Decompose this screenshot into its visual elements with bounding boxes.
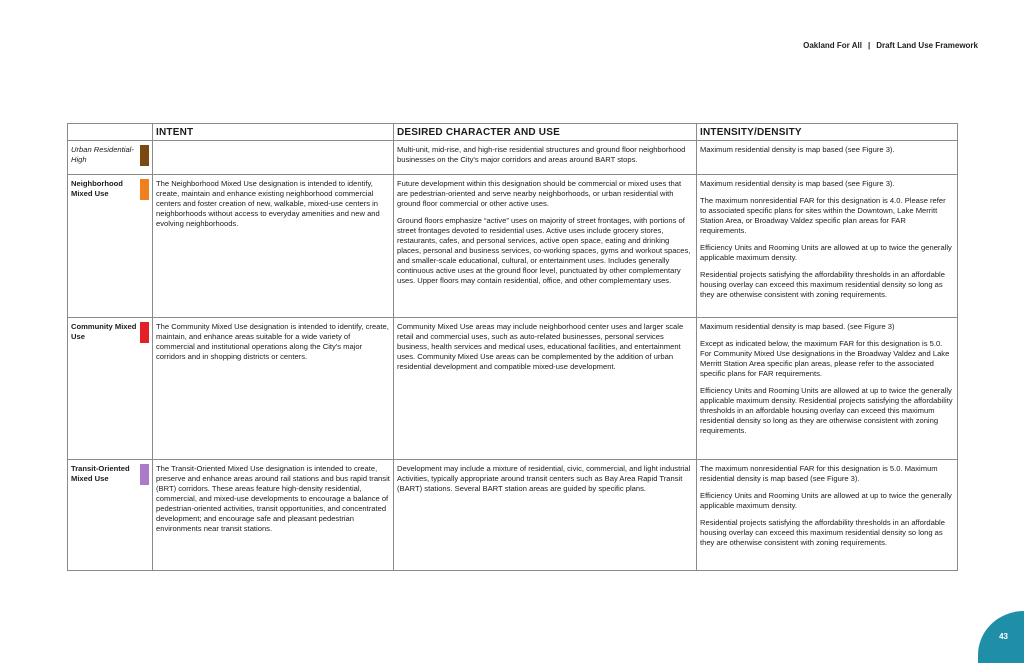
character-text: Future development within this designation should be commercial or mixed uses that are pedestrian-oriented and serve nearby neighborhoods, or urban residential with ground floor commercial or other active uses. [397,179,682,208]
intent-text: The Neighborhood Mixed Use designation is intended to identify, create, maintain and enhance existing neighborhood commercial centers and foster creation of new, walkable, mixed-use centers in neighborhoods without access to everyday amenities and new and evolving neighborhoods. [156,179,380,228]
character-text: Development may include a mixture of residential, civic, commercial, and light industrial Activities, typically appropriate around transit centers such as Bay Area Rapid Transit (BART) stations. Several BART station areas are guided by specific plans. [397,464,691,493]
density-text: Efficiency Units and Rooming Units are allowed at up to twice the generally applicable maximum density. [700,243,952,262]
table-header-row [68,124,958,141]
character-cell [394,460,697,571]
designation-label: Neighborhood Mixed Use [71,179,123,198]
density-cell [697,318,958,460]
character-text: Community Mixed Use areas may include neighborhood center uses and larger scale retail and commercial uses, such as auto-related businesses, personal services business, health services and medical uses, educational facilities, and entertainment uses. Community Mixed Use areas can be complemented by the addition of urban residential development and compatible mixed-use development. [397,322,684,371]
intent-cell [153,141,394,175]
header-intent: INTENT [153,124,394,141]
color-swatch [140,464,149,485]
density-text: Residential projects satisfying the affordability thresholds in an affordable housing overlay can exceed this maximum residential density so long as they are otherwise consistent with zoning requirements. [700,518,945,547]
table-body [68,141,958,571]
character-text: Ground floors emphasize “active” uses on majority of street frontages, with portions of street frontages devoted to residential uses. Active uses include grocery stores, restaurants, cafes, and personal services, active open space, eating and drinking places, personal and business services, co-working spaces, gyms and workout spaces, and smaller-scale educational, cultural, or entertainment uses. Includes generally continuous active uses at the ground floor level, punctuated by other complementary uses. Upper floors may contain residential, office, and other complementary uses. [397,216,691,285]
table-row [68,175,958,318]
intent-text: The Transit-Oriented Mixed Use designation is intended to create, preserve and enhance areas around rail stations and bus rapid transit (BRT) corridors. These areas feature high-density residential, commercial, and mixed-use developments to encourage a balance of pedestrian-oriented activities, transit opportunities, and concentrated development; and encourage safe and pleasant pedestrian environments near transit stations. [156,464,390,533]
designation-cell [68,175,153,318]
designation-label: Transit-Oriented Mixed Use [71,464,130,483]
density-text: Maximum residential density is map based (see Figure 3). [700,145,895,154]
page-header [803,41,978,50]
page-number-tab [978,611,1024,663]
intent-cell [153,175,394,318]
density-text: Efficiency Units and Rooming Units are allowed at up to twice the generally applicable maximum density. Residential projects satisfying the affordability thresholds in an affordable housing overlay can exceed this maximum residential density so long as they are otherwise consistent with zoning requirements. [700,386,953,435]
density-cell [697,460,958,571]
page-number: 43 [999,632,1008,641]
color-swatch [140,322,149,343]
table-row [68,318,958,460]
density-text: Residential projects satisfying the affordability thresholds in an affordable housing overlay can exceed this maximum residential density so long as they are otherwise consistent with zoning requirements. [700,270,945,299]
designation-cell [68,141,153,175]
header-character: DESIRED CHARACTER AND USE [394,124,697,141]
designation-label: Community Mixed Use [71,322,137,341]
table-row [68,141,958,175]
density-cell [697,141,958,175]
header-density: INTENSITY/DENSITY [697,124,958,141]
header-separator: | [867,41,871,50]
header-designation [68,124,153,141]
character-text: Multi-unit, mid-rise, and high-rise residential structures and ground floor neighborhood businesses on the City's major corridors and areas around BART stops. [397,145,686,164]
color-swatch [140,145,149,166]
intent-cell [153,460,394,571]
density-text: Except as indicated below, the maximum FAR for this designation is 5.0. For Community Mixed Use designations in the Broadway Valdez and Lake Merritt Station Area specific plan areas, please refer to the associated specific plans for FAR requirements. [700,339,950,378]
density-text: Maximum residential density is map based. (see Figure 3) [700,322,895,331]
character-cell [394,141,697,175]
header-org: Oakland For All [803,41,862,50]
character-cell [394,318,697,460]
land-use-table [67,123,958,571]
density-text: Efficiency Units and Rooming Units are allowed at up to twice the generally applicable maximum density. [700,491,952,510]
designation-cell [68,318,153,460]
intent-cell [153,318,394,460]
character-cell [394,175,697,318]
density-text: The maximum nonresidential FAR for this designation is 5.0. Maximum residential density is map based (see Figure 3). [700,464,938,483]
designation-cell [68,460,153,571]
density-text: The maximum nonresidential FAR for this designation is 4.0. Please refer to associated specific plans for sites within the Downtown, Lake Merritt Station Area, or Broadway Valdez specific plan areas for FAR requirements. [700,196,946,235]
density-cell [697,175,958,318]
table-row [68,460,958,571]
designation-label: Urban Residential-High [71,145,134,164]
header-doc-title: Draft Land Use Framework [876,41,978,50]
density-text: Maximum residential density is map based (see Figure 3). [700,179,895,188]
intent-text: The Community Mixed Use designation is intended to identify, create, maintain, and enhance areas suitable for a wide variety of commercial and institutional operations along the City's major corridors and in shopping districts or centers. [156,322,389,361]
color-swatch [140,179,149,200]
